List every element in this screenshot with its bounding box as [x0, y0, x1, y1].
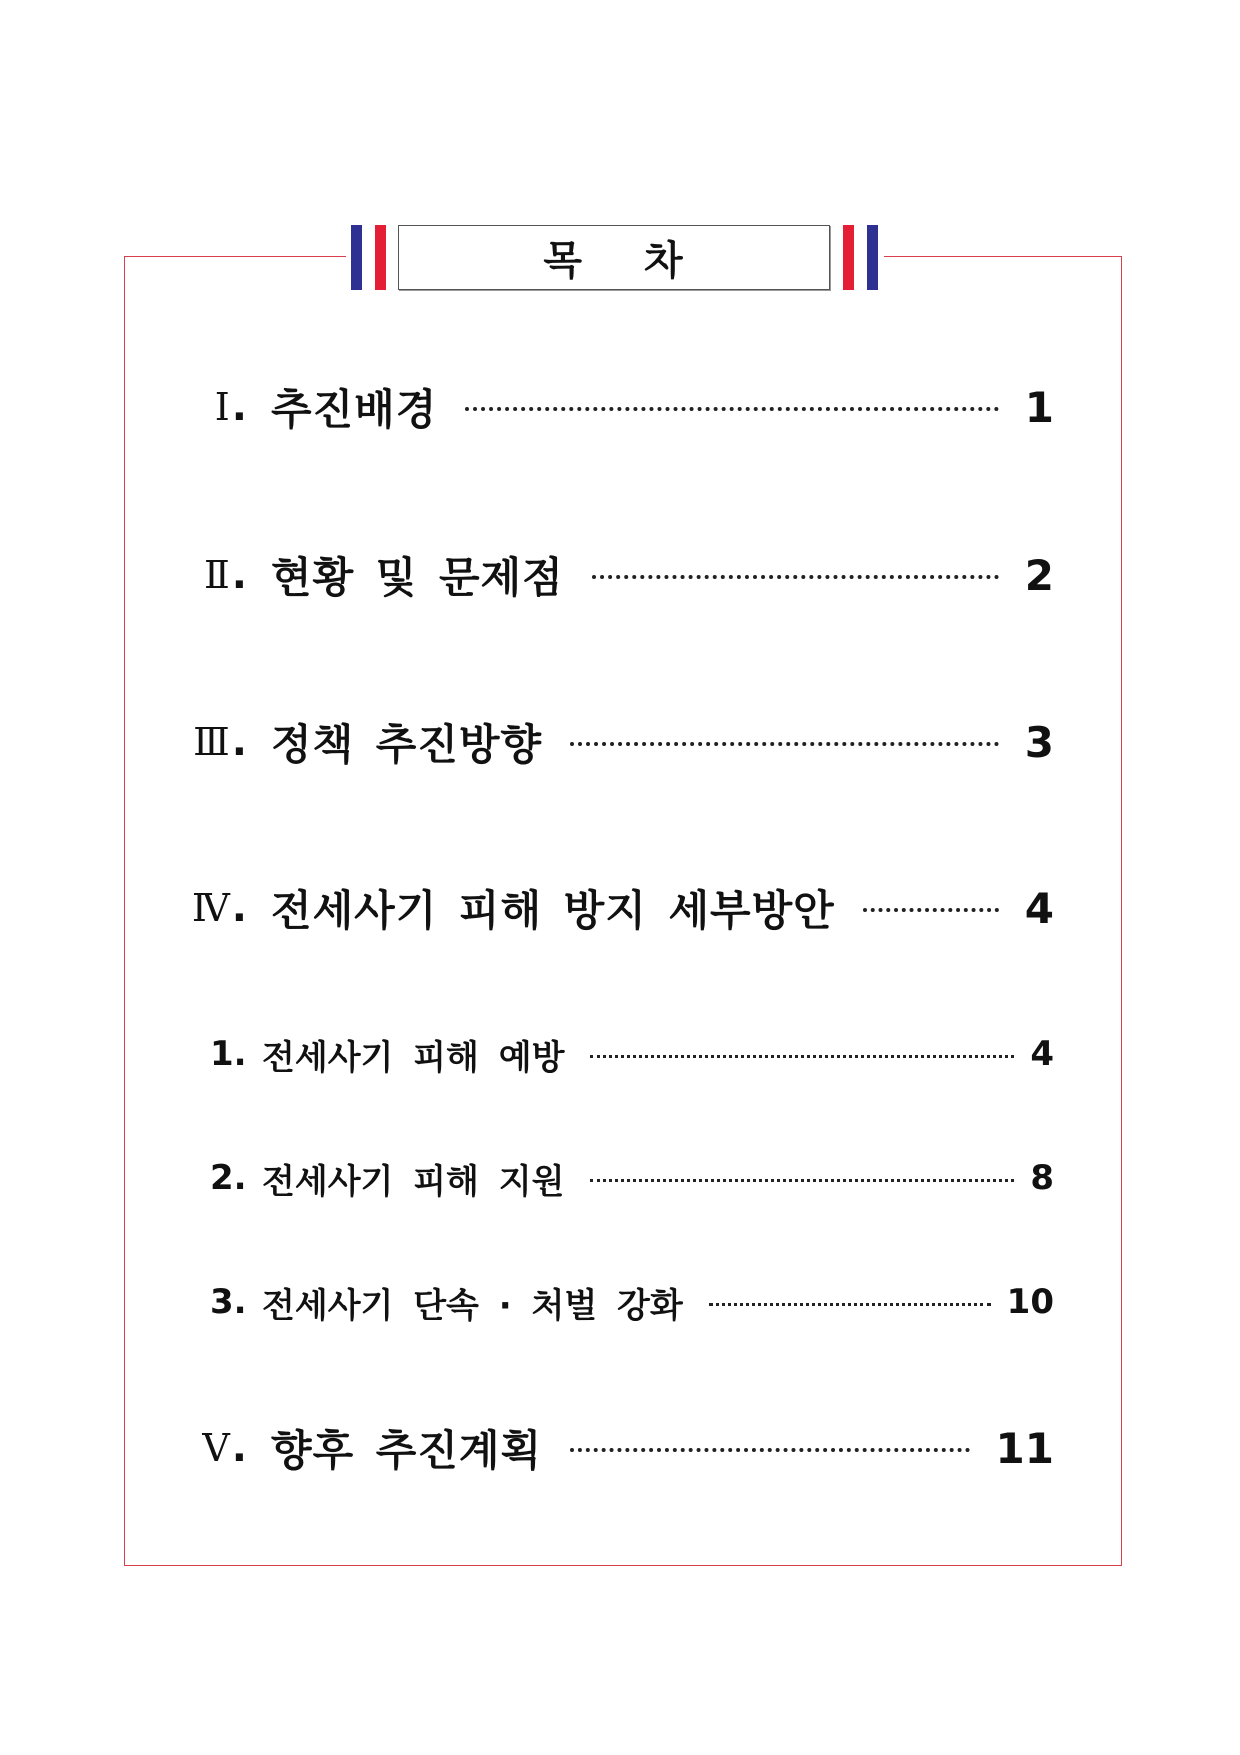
roman-numeral: Ⅳ — [191, 886, 230, 930]
section-marker — [195, 719, 247, 765]
dot-leader — [592, 575, 999, 579]
page-number: 8 — [1030, 1158, 1054, 1198]
toc-entry-subsection-2 — [210, 1150, 1054, 1206]
page-number: 3 — [1024, 717, 1054, 767]
page-number: 11 — [995, 1423, 1054, 1473]
toc-entry-section-2 — [195, 547, 1054, 603]
title-bar-red-right — [843, 225, 854, 290]
roman-numeral: Ⅱ — [203, 553, 230, 597]
subsection-marker — [210, 1158, 252, 1198]
toc-entry-section-4 — [191, 880, 1054, 936]
title-bar-blue-left — [351, 225, 362, 290]
section-title: 향후 추진계획 — [271, 1426, 543, 1475]
section-title: 현황 및 문제점 — [271, 553, 564, 602]
roman-numeral: Ⅴ — [202, 1426, 230, 1470]
numeral-period: . — [231, 719, 247, 765]
roman-numeral: Ⅰ — [214, 385, 230, 429]
section-marker — [195, 1425, 247, 1471]
section-marker — [195, 384, 247, 430]
dot-leader — [709, 1303, 991, 1306]
page-number: 4 — [1030, 1034, 1054, 1074]
page-number: 4 — [1024, 883, 1054, 933]
toc-entry-section-1 — [195, 379, 1054, 435]
dot-leader — [570, 1448, 969, 1452]
numeral-period: . — [231, 885, 247, 931]
subsection-number: 1. — [210, 1034, 247, 1074]
section-marker — [191, 885, 247, 931]
toc-title: 목 차 — [398, 225, 830, 290]
numeral-period: . — [231, 1425, 247, 1471]
dot-leader — [570, 742, 999, 746]
subsection-number: 2. — [210, 1158, 247, 1198]
dot-leader — [590, 1179, 1014, 1182]
toc-entry-subsection-3 — [210, 1274, 1054, 1330]
section-title: 전세사기 피해 방지 세부방안 — [271, 886, 835, 935]
toc-entry-section-3 — [195, 714, 1054, 770]
title-bar-blue-right — [867, 225, 878, 290]
page-number: 1 — [1024, 382, 1054, 432]
page-number: 2 — [1024, 550, 1054, 600]
numeral-period: . — [231, 384, 247, 430]
section-title: 추진배경 — [271, 385, 438, 434]
subsection-title: 전세사기 피해 지원 — [262, 1161, 565, 1202]
subsection-title: 전세사기 단속 · 처벌 강화 — [262, 1285, 683, 1326]
roman-numeral: Ⅲ — [193, 720, 230, 764]
section-marker — [195, 552, 247, 598]
subsection-number: 3. — [210, 1282, 247, 1322]
subsection-marker — [210, 1034, 252, 1074]
toc-entry-section-5 — [195, 1420, 1054, 1476]
dot-leader — [465, 407, 998, 411]
numeral-period: . — [231, 552, 247, 598]
toc-entry-subsection-1 — [210, 1026, 1054, 1082]
dot-leader — [590, 1055, 1014, 1058]
dot-leader — [863, 908, 999, 912]
subsection-title: 전세사기 피해 예방 — [262, 1037, 565, 1078]
subsection-marker — [210, 1282, 252, 1322]
title-bar-red-left — [375, 225, 386, 290]
section-title: 정책 추진방향 — [271, 720, 543, 769]
page-number: 10 — [1006, 1282, 1054, 1322]
